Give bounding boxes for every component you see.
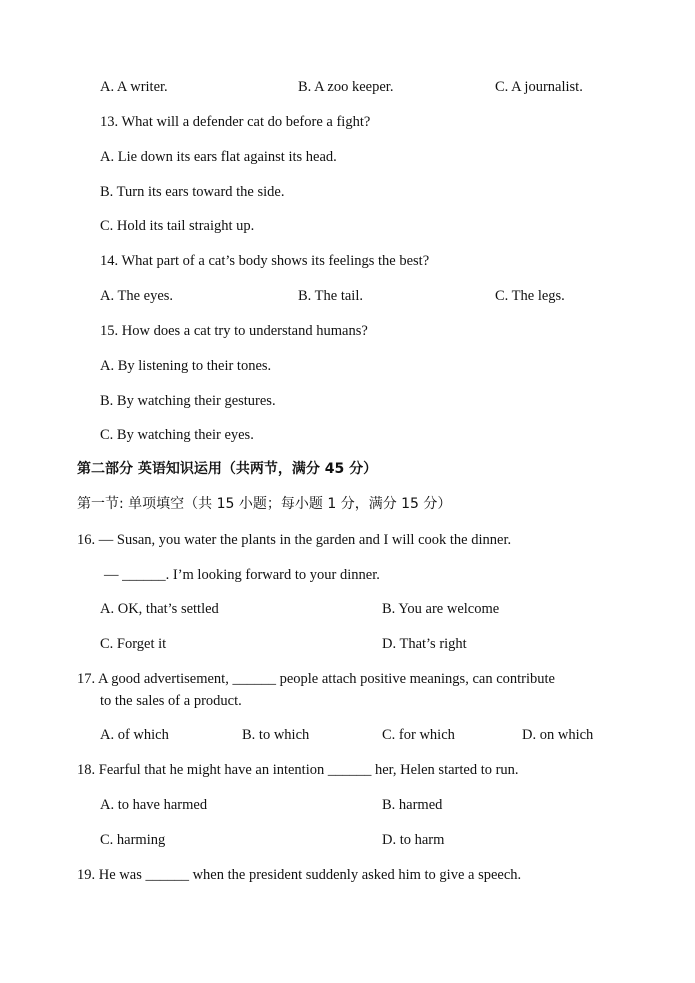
q16-stem: 16. — Susan, you water the plants in the garden and I will cook the dinner. [77,532,512,548]
q13-option-a: A. Lie down its ears flat against its head. [100,149,337,165]
q14-option-c: C. The legs. [495,288,565,304]
q18-stem: 18. Fearful that he might have an intention ______ her, Helen started to run. [77,762,519,778]
q12-option-b: B. A zoo keeper. [298,79,394,95]
q12-option-a: A. A writer. [100,79,168,95]
q18-option-a: A. to have harmed [100,797,208,813]
q17-stem-line1: 17. A good advertisement, ______ people attach positive meanings, can contribute [77,671,555,687]
q17-option-d: D. on which [522,727,594,743]
q16-reply: — ______. I’m looking forward to your dinner. [104,567,380,583]
q18-option-d: D. to harm [382,832,445,848]
q13-option-b: B. Turn its ears toward the side. [100,184,285,200]
q17-option-a: A. of which [100,727,169,743]
q16-option-a: A. OK, that’s settled [100,601,219,617]
q19-stem: 19. He was ______ when the president suddenly asked him to give a speech. [77,867,522,883]
q14-stem: 14. What part of a cat’s body shows its feelings the best? [100,253,430,269]
q15-stem: 15. How does a cat try to understand humans? [100,323,368,339]
q13-stem: 13. What will a defender cat do before a fight? [100,114,371,130]
q15-option-b: B. By watching their gestures. [100,393,276,409]
section1-heading: 第一节: 单项填空（共 15 小题；每小题 1 分，满分 15 分） [77,496,452,512]
q14-option-b: B. The tail. [298,288,363,304]
q16-option-b: B. You are welcome [382,601,500,617]
q16-option-c: C. Forget it [100,636,167,652]
q14-option-a: A. The eyes. [100,288,174,304]
q13-option-c: C. Hold its tail straight up. [100,218,255,234]
q12-option-c: C. A journalist. [495,79,583,95]
q15-option-a: A. By listening to their tones. [100,358,272,374]
q18-option-b: B. harmed [382,797,443,813]
q15-option-c: C. By watching their eyes. [100,427,254,443]
q18-option-c: C. harming [100,832,166,848]
q16-option-d: D. That’s right [382,636,467,652]
q17-option-c: C. for which [382,727,455,743]
part2-heading: 第二部分 英语知识运用（共两节，满分 45 分） [77,461,378,477]
q17-stem-line2: to the sales of a product. [100,693,242,709]
q17-option-b: B. to which [242,727,310,743]
